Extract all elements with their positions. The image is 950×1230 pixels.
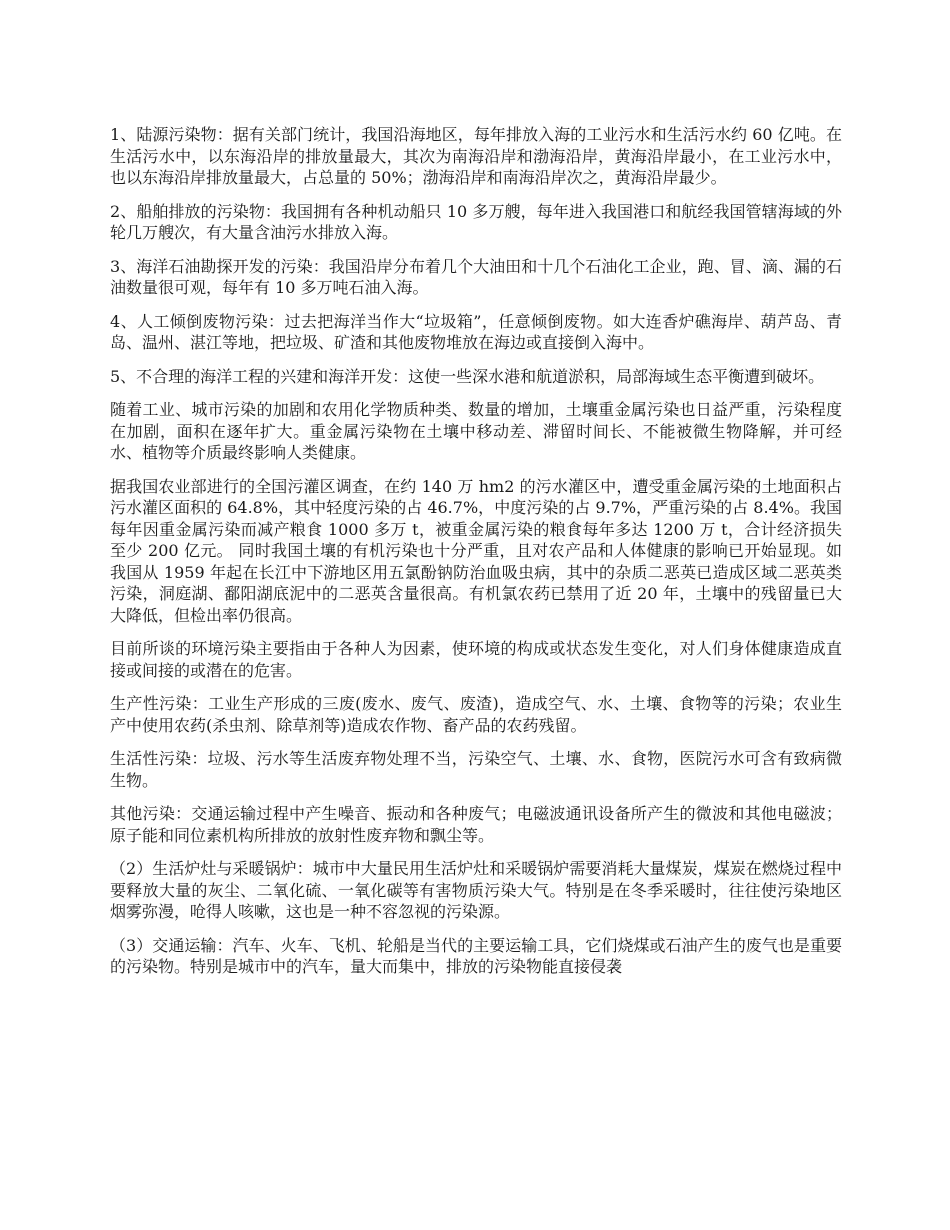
- document-page: [110, 124, 842, 990]
- paragraph-dumping: 4、人工倾倒废物污染：过去把海洋当作大“垃圾箱”，任意倾倒废物。如大连香炉礁海岸、葫芦岛、青岛、温州、湛江等地，把垃圾、矿渣和其他废物堆放在海边或直接倒入海中。: [110, 311, 842, 352]
- paragraph-living-pollution: 生活性污染：垃圾、污水等生活废弃物处理不当，污染空气、土壤、水、食物，医院污水可含有致病微生物。: [110, 749, 842, 790]
- paragraph-irrigation-survey: 据我国农业部进行的全国污灌区调查，在约 140 万 hm2 的污水灌区中，遭受重金属污染的土地面积占污水灌区面积的 64.8%，其中轻度污染的占 46.7%，中度污染的占 9.7%，严重污染的占 8.4%。我国每年因重金属污染而减产粮食 1000 多万 t，被重金属污染的粮食每年多达 1200 万 t，合计经济损失至少 200 亿元。 同时我国土壤的有机污染也十分严重，且对农产品和人体健康的影响已开始显现。如我国从 1959 年起在长江中下游地区用五氯酚钠防治血吸虫病，其中的杂质二恶英已造成区域二恶英类污染，洞庭湖、鄱阳湖底泥中的二恶英含量很高。有机氯农药已禁用了近 20 年，土壤中的残留量已大大降低，但检出率仍很高。: [110, 476, 842, 625]
- paragraph-transport: （3）交通运输：汽车、火车、飞机、轮船是当代的主要运输工具，它们烧煤或石油产生的废气也是重要的污染物。特别是城市中的汽车，量大而集中，排放的污染物能直接侵袭: [110, 935, 842, 976]
- paragraph-marine-engineering: 5、不合理的海洋工程的兴建和海洋开发：这使一些深水港和航道淤积，局部海域生态平衡遭到破坏。: [110, 366, 825, 386]
- paragraph-environment-definition: 目前所谈的环境污染主要指由于各种人为因素，使环境的构成或状态发生变化，对人们身体健康造成直接或间接的或潜在的危害。: [110, 639, 842, 680]
- paragraph-soil-heavy-metal: 随着工业、城市污染的加剧和农用化学物质种类、数量的增加，土壤重金属污染也日益严重，污染程度在加剧，面积在逐年扩大。重金属污染物在土壤中移动差、滞留时间长、不能被微生物降解，并可经水、植物等介质最终影响人类健康。: [110, 400, 842, 462]
- paragraph-oil-exploration: 3、海洋石油勘探开发的污染：我国沿岸分布着几个大油田和十几个石油化工企业，跑、冒、滴、漏的石油数量很可观，每年有 10 多万吨石油入海。: [110, 256, 842, 297]
- paragraph-production-pollution: 生产性污染：工业生产形成的三废(废水、废气、废渣)，造成空气、水、土壤、食物等的污染；农业生产中使用农药(杀虫剂、除草剂等)造成农作物、畜产品的农药残留。: [110, 694, 842, 735]
- paragraph-land-pollution: 1、陆源污染物：据有关部门统计，我国沿海地区，每年排放入海的工业污水和生活污水约 60 亿吨。在生活污水中，以东海沿岸的排放量最大，其次为南海沿岸和渤海沿岸，黄海沿岸最小，在工业污水中，也以东海沿岸排放量最大，占总量的 50%；渤海沿岸和南海沿岸次之，黄海沿岸最少。: [110, 125, 842, 187]
- paragraph-ship-pollution: 2、船舶排放的污染物：我国拥有各种机动船只 10 多万艘，每年进入我国港口和航经我国管辖海域的外轮几万艘次，有大量含油污水排放入海。: [110, 201, 842, 242]
- paragraph-other-pollution: 其他污染：交通运输过程中产生噪音、振动和各种废气；电磁波通讯设备所产生的微波和其他电磁波；原子能和同位素机构所排放的放射性废弃物和飘尘等。: [110, 804, 842, 845]
- paragraph-stoves-boilers: （2）生活炉灶与采暖锅炉：城市中大量民用生活炉灶和采暖锅炉需要消耗大量煤炭，煤炭在燃烧过程中要释放大量的灰尘、二氧化硫、一氧化碳等有害物质污染大气。特别是在冬季采暖时，往往使污染地区烟雾弥漫，呛得人咳嗽，这也是一种不容忽视的污染源。: [110, 859, 842, 921]
